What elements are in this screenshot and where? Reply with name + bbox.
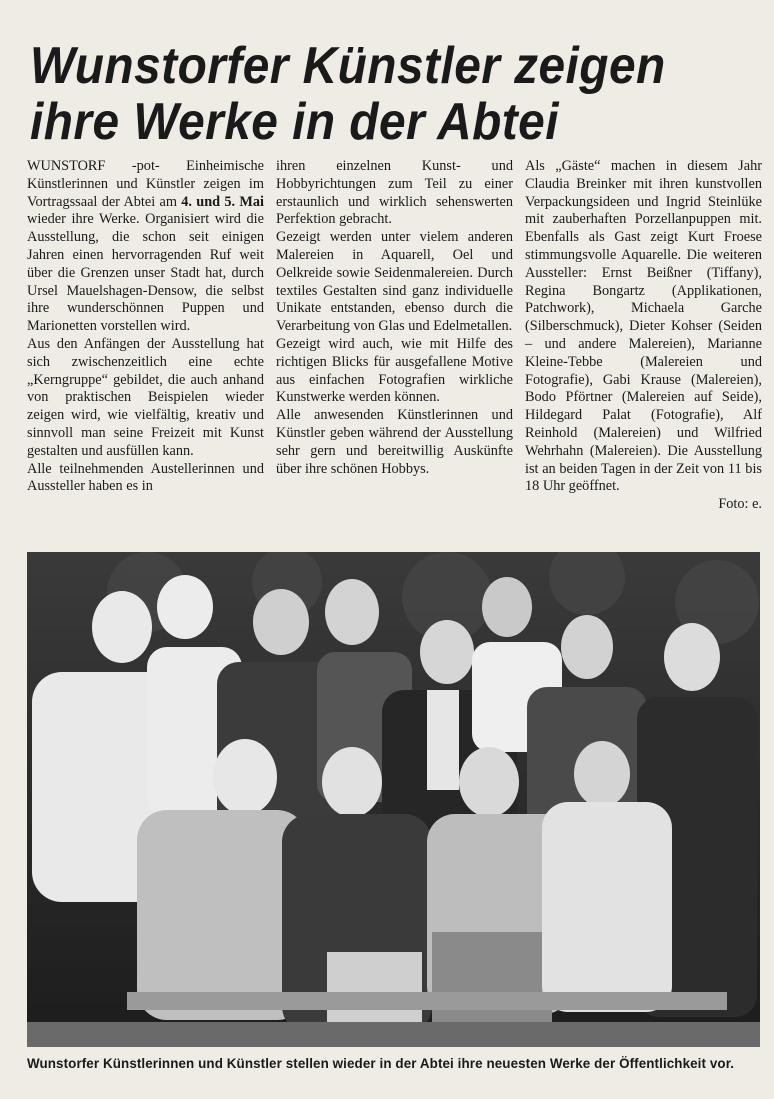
article-paragraph: Gezeigt werden unter vielem anderen Malereien in Aquarell, Oel und Oelkreide sowie Seidenmalereien. Durch textiles Gestalten sind ganz individuelle Unikate entstanden, ebenso durch die Verarbeitung von Glas und Edelmetallen. xyxy=(276,229,513,335)
photo-caption: Wunstorfer Künstlerinnen und Künstler stellen wieder in der Abtei ihre neuesten Werke der Öffentlichkeit vor. xyxy=(27,1056,735,1071)
article-paragraph: ihren einzelnen Kunst- und Hobbyrichtungen zum Teil zu einer erstaunlich und wirklich sehenswerten Perfektion gebracht. xyxy=(276,158,513,228)
article-column-3 xyxy=(525,158,762,543)
article-column-1 xyxy=(27,158,264,543)
article-body xyxy=(27,158,762,543)
article-paragraph: Alle anwesenden Künstlerinnen und Künstler geben während der Ausstellung sehr gern und bereitwillig Auskünfte über ihre schönen Hobbys. xyxy=(276,407,513,477)
article-paragraph: Gezeigt wird auch, wie mit Hilfe des richtigen Blicks für ausgefallene Motive aus einfachen Fotografien wirkliche Kunstwerke werden können. xyxy=(276,335,513,406)
article-paragraph: Alle teilnehmenden Austellerinnen und Aussteller haben es in xyxy=(27,460,264,495)
article-column-2 xyxy=(276,158,513,543)
article-paragraph: Als „Gäste“ machen in diesem Jahr Claudia Breinker mit ihren kunstvollen Verpackungsideen und Ingrid Steinlüke mit zauberhaften Porzellanpuppen mit. Ebenfalls als Gast zeigt Kurt Froese stimmungsvolle Aquarelle. Die weiteren Aussteller: Ernst Beißner (Tiffany), Regina Bongartz (Applikationen, Patchwork), Michaela Garche (Silberschmuck), Dieter Kohser (Seiden – und andere Malereien), Marianne Kleine-Tebbe (Malereien und Fotografie), Gabi Krause (Malereien), Bodo Pförtner (Malereien auf Seide), Hildegard Palat (Fotografie), Alf Reinhold (Malereien) und Wilfried Wehrhahn (Malereien). Die Ausstellung ist an beiden Tagen in der Zeit von 11 bis 18 Uhr geöffnet. xyxy=(525,158,762,495)
group-photo xyxy=(27,552,760,1047)
article-headline: Wunstorfer Künstler zeigen ihre Werke in der Abtei xyxy=(30,37,666,151)
article-paragraph: WUNSTORF -pot- Einheimische Künstlerinnen und Künstler zeigen im Vortragssaal der Abtei am 4. und 5. Mai wieder ihre Werke. Organisiert wird die Ausstellung, die schon seit einigen Jahren einen hervorragenden Ruf weit über die Grenzen unser Stadt hat, durch Ursel Mauelshagen-Densow, die selbst ihre wunderschönnen Puppen und Marionetten vorstellen wird. xyxy=(27,158,264,335)
photo-credit: Foto: e. xyxy=(718,496,762,513)
group-photo-illustration xyxy=(27,552,760,1047)
exhibition-dates: 4. und 5. Mai xyxy=(181,193,264,210)
article-paragraph: Aus den Anfängen der Ausstellung hat sich zwischenzeitlich eine echte „Kerngruppe“ gebildet, die auch anhand von praktischen Beispielen wieder zeigen wird, wie vielfältig, kreativ und sinnvoll man seine Freizeit mit Kunst gestalten und ausfüllen kann. xyxy=(27,335,264,459)
faded-header-strip xyxy=(28,6,728,36)
